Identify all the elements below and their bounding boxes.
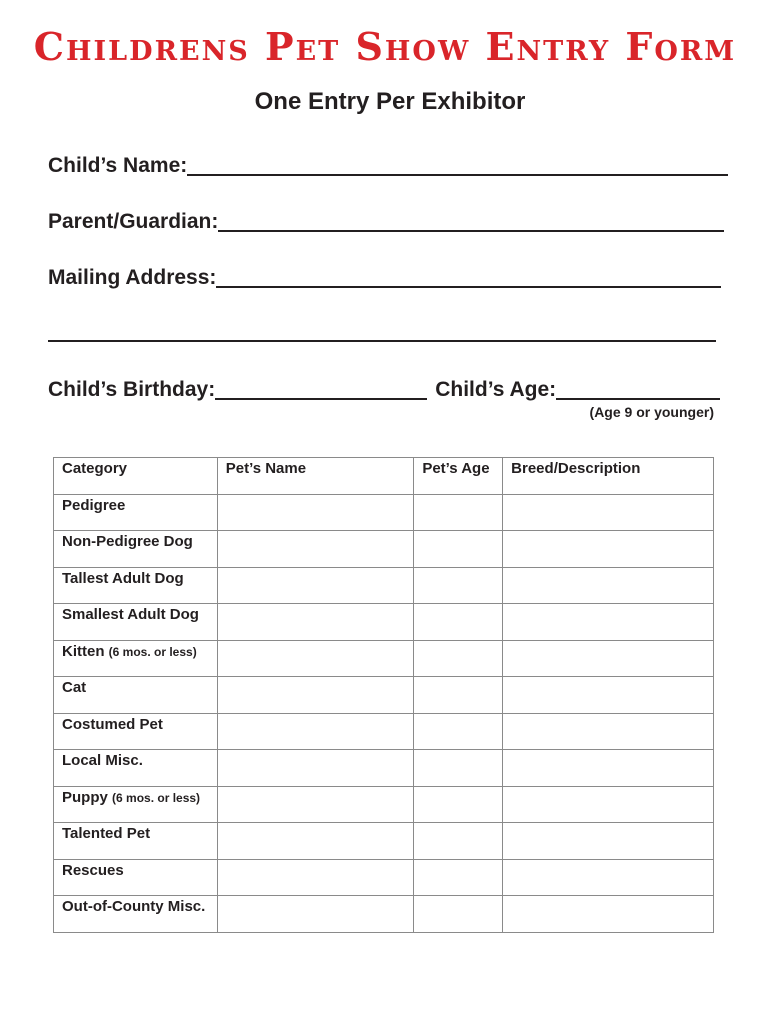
breed-description-cell[interactable] (503, 531, 714, 568)
mailing-address-label: Mailing Address: (48, 266, 217, 289)
category-note: (6 mos. or less) (108, 644, 197, 659)
pet-age-cell[interactable] (414, 531, 503, 568)
category-cell (54, 713, 218, 750)
breed-description-cell[interactable] (503, 640, 714, 677)
mailing-address-field-2[interactable] (48, 340, 716, 342)
category-cell (54, 750, 218, 787)
table-row (54, 531, 714, 568)
table-row (54, 604, 714, 641)
category-label: Pedigree (62, 496, 126, 514)
entry-table (53, 457, 714, 933)
child-birthday-field[interactable] (215, 398, 427, 400)
breed-description-cell[interactable] (503, 494, 714, 531)
child-age-label: Child’s Age: (435, 378, 557, 401)
pet-name-cell[interactable] (217, 677, 414, 714)
child-age-field[interactable] (556, 398, 720, 400)
header-category: Category (54, 458, 218, 495)
category-cell (54, 604, 218, 641)
category-cell (54, 859, 218, 896)
pet-name-cell[interactable] (217, 640, 414, 677)
category-cell (54, 494, 218, 531)
pet-age-cell[interactable] (414, 750, 503, 787)
table-row (54, 640, 714, 677)
child-name-label: Child’s Name: (48, 154, 188, 177)
breed-description-cell[interactable] (503, 567, 714, 604)
header-pet-name: Pet’s Name (217, 458, 414, 495)
age-note: (Age 9 or younger) (589, 404, 714, 420)
category-label: Costumed Pet (62, 715, 163, 733)
parent-guardian-row (48, 206, 724, 236)
category-cell (54, 823, 218, 860)
child-name-field[interactable] (187, 174, 728, 176)
pet-age-cell[interactable] (414, 677, 503, 714)
mailing-address-field[interactable] (216, 286, 721, 288)
pet-name-cell[interactable] (217, 494, 414, 531)
table-row (54, 859, 714, 896)
table-row (54, 896, 714, 933)
child-birthday-label: Child’s Birthday: (48, 378, 216, 401)
category-label: Out-of-County Misc. (62, 898, 206, 915)
pet-age-cell[interactable] (414, 823, 503, 860)
header-breed-description: Breed/Description (503, 458, 714, 495)
category-label: Puppy (62, 788, 108, 806)
birthday-age-row (48, 374, 720, 404)
pet-age-cell[interactable] (414, 604, 503, 641)
child-name-row (48, 150, 728, 180)
pet-name-cell[interactable] (217, 604, 414, 641)
category-label: Non-Pedigree Dog (62, 533, 193, 550)
breed-description-cell[interactable] (503, 896, 714, 933)
category-cell (54, 677, 218, 714)
pet-age-cell[interactable] (414, 713, 503, 750)
pet-name-cell[interactable] (217, 713, 414, 750)
parent-guardian-label: Parent/Guardian: (48, 210, 219, 233)
table-row (54, 713, 714, 750)
table-row (54, 786, 714, 823)
table-row (54, 750, 714, 787)
category-label: Tallest Adult Dog (62, 569, 184, 587)
category-label: Kitten (62, 642, 105, 660)
table-row (54, 823, 714, 860)
pet-name-cell[interactable] (217, 896, 414, 933)
header-pet-age: Pet’s Age (414, 458, 503, 495)
pet-age-cell[interactable] (414, 640, 503, 677)
table-row (54, 494, 714, 531)
table-row (54, 677, 714, 714)
pet-name-cell[interactable] (217, 567, 414, 604)
pet-age-cell[interactable] (414, 786, 503, 823)
category-label: Talented Pet (62, 825, 151, 842)
pet-name-cell[interactable] (217, 786, 414, 823)
pet-age-cell[interactable] (414, 896, 503, 933)
form-subtitle: One Entry Per Exhibitor (254, 88, 526, 115)
category-label: Cat (62, 679, 87, 696)
category-cell (54, 567, 218, 604)
pet-age-cell[interactable] (414, 859, 503, 896)
mailing-address-row (48, 262, 721, 292)
category-note: (6 mos. or less) (112, 790, 201, 805)
breed-description-cell[interactable] (503, 750, 714, 787)
breed-description-cell[interactable] (503, 786, 714, 823)
category-label: Smallest Adult Dog (62, 606, 199, 623)
breed-description-cell[interactable] (503, 823, 714, 860)
breed-description-cell[interactable] (503, 713, 714, 750)
category-label: Local Misc. (62, 752, 143, 769)
parent-guardian-field[interactable] (218, 230, 724, 232)
breed-description-cell[interactable] (503, 604, 714, 641)
form-title: Childrens Pet Show Entry Form (33, 24, 737, 69)
category-label: Rescues (62, 861, 124, 879)
category-cell (54, 640, 218, 677)
breed-description-cell[interactable] (503, 859, 714, 896)
pet-name-cell[interactable] (217, 823, 414, 860)
pet-name-cell[interactable] (217, 859, 414, 896)
category-cell (54, 531, 218, 568)
category-cell (54, 896, 218, 933)
category-cell (54, 786, 218, 823)
pet-name-cell[interactable] (217, 531, 414, 568)
pet-age-cell[interactable] (414, 567, 503, 604)
table-row (54, 567, 714, 604)
breed-description-cell[interactable] (503, 677, 714, 714)
pet-name-cell[interactable] (217, 750, 414, 787)
table-header-row (54, 458, 714, 495)
pet-age-cell[interactable] (414, 494, 503, 531)
